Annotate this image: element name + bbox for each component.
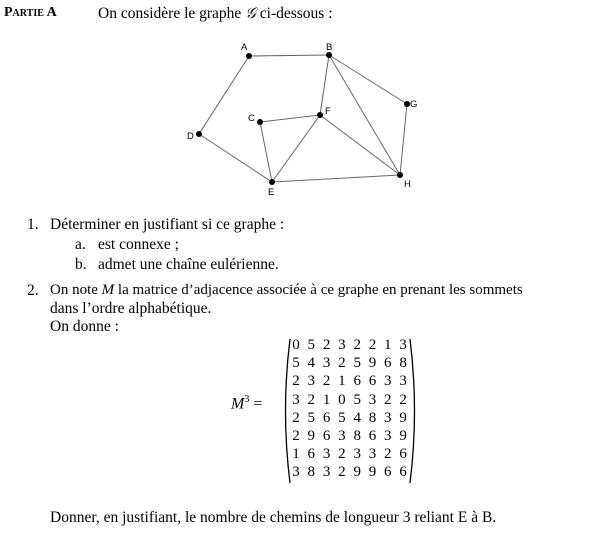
edge-A-D <box>199 56 249 134</box>
matrix-cell: 4 <box>307 355 316 372</box>
matrix-cell: 0 <box>338 391 346 408</box>
vertex-A <box>246 53 252 59</box>
edge-C-E <box>260 122 272 182</box>
q1a-text: est connexe ; <box>98 236 179 253</box>
matrix-cell: 2 <box>399 391 407 408</box>
vertex-label-G: G <box>410 99 418 110</box>
matrix-cell: 1 <box>384 337 392 353</box>
matrix-cell: 6 <box>322 428 331 444</box>
matrix-cell: 3 <box>292 464 300 481</box>
matrix-cell: 5 <box>292 355 300 372</box>
matrix-cell: 3 <box>353 446 361 463</box>
vertex-label-B: B <box>326 42 333 53</box>
edge-G-H <box>400 104 407 175</box>
matrix-cell: 6 <box>368 373 377 390</box>
matrix-cell: 5 <box>307 409 316 426</box>
matrix-cell: 4 <box>353 409 361 426</box>
q2-line2: dans l’ordre alphabétique. <box>50 300 212 317</box>
q1a-letter: a. <box>75 236 86 253</box>
edge-A-B <box>249 55 329 56</box>
part-label: Partie A <box>4 5 57 20</box>
matrix-cell: 9 <box>368 355 377 372</box>
vertex-label-A: A <box>241 42 248 53</box>
matrix-cell: 9 <box>399 409 407 426</box>
vertex-F <box>317 112 323 118</box>
intro-text <box>98 4 333 23</box>
q2-var: M <box>101 282 115 298</box>
matrix-cell: 8 <box>353 428 361 444</box>
matrix-cell: 6 <box>399 464 407 481</box>
matrix-cell: 1 <box>338 373 346 390</box>
matrix-cell: 2 <box>292 409 300 426</box>
matrix-label <box>231 394 262 413</box>
q2-line1-after: la matrice d’adjacence associée à ce graphe en prenant les sommets <box>114 282 523 298</box>
matrix-cell: 2 <box>338 446 346 463</box>
matrix-cell: 6 <box>322 409 331 426</box>
matrix-cell: 2 <box>368 337 377 353</box>
matrix-cell: 2 <box>353 337 361 353</box>
matrix-cell: 2 <box>322 337 331 353</box>
matrix-cell: 1 <box>292 446 300 463</box>
matrix-cell: 3 <box>292 391 300 408</box>
matrix-cell: 0 <box>292 337 300 353</box>
graph-symbol: 𝒢 <box>245 4 256 22</box>
matrix-cell: 3 <box>307 373 316 390</box>
matrix-cell: 3 <box>384 409 392 426</box>
vertex-H <box>397 172 403 178</box>
vertex-C <box>257 119 263 125</box>
edge-C-F <box>260 115 320 122</box>
matrix-cell: 2 <box>322 373 331 390</box>
q2-line3: On donne : <box>50 318 119 335</box>
vertex-label-F: F <box>325 106 331 117</box>
matrix-cell: 9 <box>353 464 361 481</box>
matrix-cell: 6 <box>384 464 392 481</box>
q2-number: 2. <box>27 282 39 299</box>
q1b-text: admet une chaîne eulérienne. <box>98 256 279 273</box>
matrix-cell: 5 <box>307 337 316 353</box>
matrix-cell: 3 <box>399 337 407 353</box>
matrix-var: M <box>231 395 245 413</box>
q2-line1 <box>50 282 523 299</box>
matrix-cell: 9 <box>368 464 377 481</box>
matrix-cell: 3 <box>322 355 331 372</box>
matrix-cell: 3 <box>384 373 392 390</box>
vertex-D <box>196 131 202 137</box>
edge-D-E <box>199 134 272 182</box>
matrix-cell: 8 <box>368 409 377 426</box>
matrix-cell: 9 <box>399 428 407 444</box>
matrix-cell: 6 <box>307 446 316 463</box>
matrix-cell: 3 <box>399 373 407 390</box>
matrix-cell: 3 <box>322 464 331 481</box>
matrix-cell: 8 <box>307 464 316 481</box>
q1b-letter: b. <box>75 256 87 273</box>
equals-sign: = <box>249 395 263 413</box>
q2-final: Donner, en justifiant, le nombre de chemins de longueur 3 reliant E à B. <box>50 509 497 526</box>
graph-figure <box>180 30 430 200</box>
edge-E-H <box>272 175 400 182</box>
q1-text: Déterminer en justifiant si ce graphe : <box>50 216 285 233</box>
vertex-label-C: C <box>248 113 255 124</box>
matrix-cell: 3 <box>322 446 331 463</box>
intro-before: On considère le graphe <box>98 5 246 22</box>
matrix-cell: 2 <box>338 355 346 372</box>
edge-B-G <box>329 55 407 104</box>
matrix-cell: 2 <box>292 373 300 390</box>
matrix-cell: 9 <box>307 428 316 444</box>
vertex-label-D: D <box>187 131 194 142</box>
intro-after: ci-dessous : <box>255 5 333 22</box>
matrix-cell: 6 <box>353 373 361 390</box>
matrix-cell: 1 <box>322 391 331 408</box>
q1-number: 1. <box>27 216 39 233</box>
matrix-exponent: 3 <box>244 394 250 405</box>
matrix-cell: 2 <box>384 446 392 463</box>
vertex-label-H: H <box>404 179 411 190</box>
matrix-cell: 3 <box>368 391 377 408</box>
matrix-cell: 6 <box>399 446 407 463</box>
matrix-cell: 3 <box>368 446 377 463</box>
vertex-label-E: E <box>268 187 275 198</box>
matrix-cell: 3 <box>338 428 346 444</box>
edge-E-F <box>272 115 320 182</box>
matrix-cell: 2 <box>384 391 392 408</box>
matrix-cell: 6 <box>368 428 377 444</box>
matrix-cell: 2 <box>307 391 316 408</box>
matrix-cell: 2 <box>292 428 300 444</box>
q2-line1-before: On note <box>50 282 102 298</box>
matrix-m3 <box>281 336 419 486</box>
matrix-cell: 5 <box>353 355 361 372</box>
edge-F-H <box>320 115 400 175</box>
matrix-cell: 3 <box>338 337 346 353</box>
matrix-cell: 6 <box>384 355 392 372</box>
matrix-cell: 2 <box>338 464 346 481</box>
edge-B-H <box>329 55 400 175</box>
matrix-cell: 5 <box>338 409 346 426</box>
matrix-cell: 3 <box>384 428 392 444</box>
matrix-cell: 5 <box>353 391 361 408</box>
vertex-E <box>269 179 275 185</box>
matrix-cell: 8 <box>399 355 407 372</box>
